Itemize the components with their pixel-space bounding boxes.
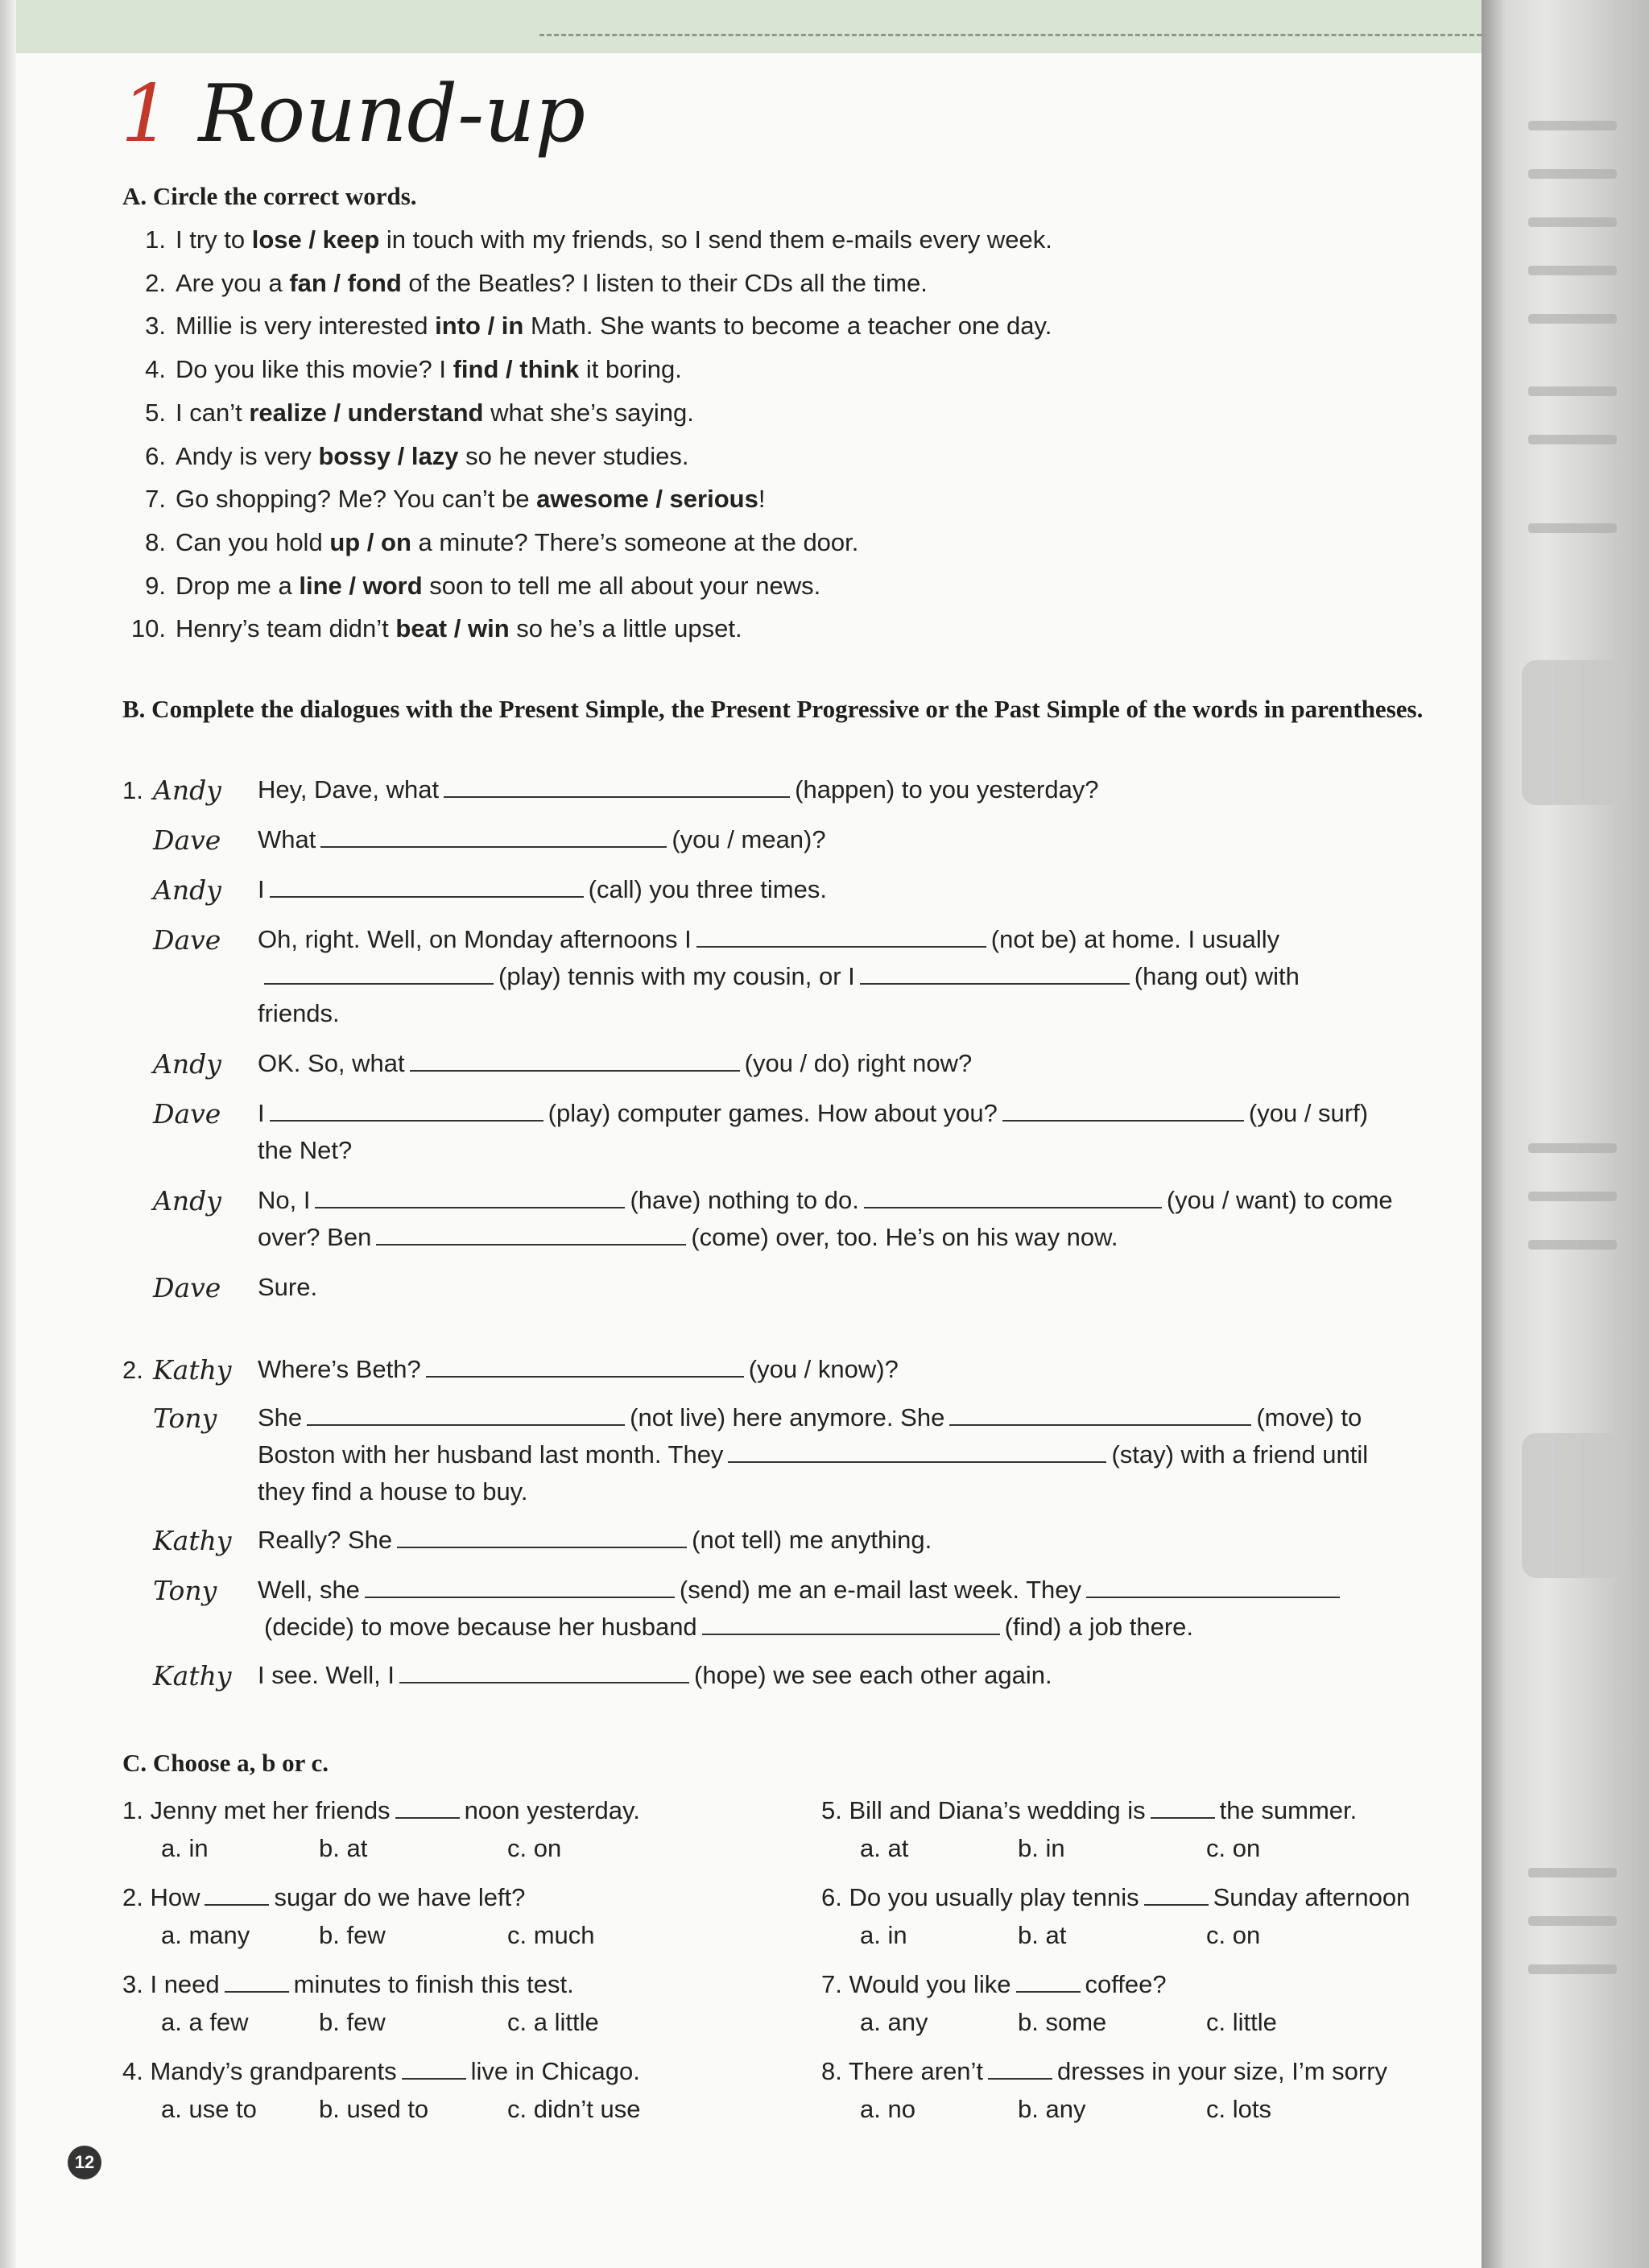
answer-blank[interactable] xyxy=(860,959,1130,985)
option-c[interactable]: c. lots xyxy=(1206,2095,1271,2123)
page-number-badge: 12 xyxy=(68,2146,101,2179)
answer-blank[interactable] xyxy=(1002,1096,1244,1122)
option-b[interactable]: b. some xyxy=(1018,2008,1107,2036)
section-a-item xyxy=(122,439,689,474)
answer-blank[interactable] xyxy=(728,1437,1106,1463)
page-left-edge xyxy=(0,0,16,2268)
item-text: so he’s a little upset. xyxy=(509,614,742,643)
item-text: Are you a xyxy=(176,268,290,297)
dialogue-line: I see. Well, I (hope) we see each other again. xyxy=(258,1657,1052,1694)
speaker-kathy: Kathy xyxy=(153,1660,232,1692)
answer-blank[interactable] xyxy=(410,1046,740,1072)
speaker-andy: Andy xyxy=(153,1048,221,1080)
item-text: I can’t xyxy=(176,398,250,427)
word-choice[interactable]: realize / understand xyxy=(249,398,484,427)
answer-blank[interactable] xyxy=(402,2054,466,2080)
speaker-dave: Dave xyxy=(153,924,221,956)
section-a-item xyxy=(122,525,858,560)
dialogue-line: (decide) to move because her husband (find) a job there. xyxy=(258,1609,1193,1646)
section-a-item xyxy=(122,266,928,301)
speaker-tony: Tony xyxy=(153,1403,217,1434)
section-a-item xyxy=(122,611,742,647)
dialogue-line: I (play) computer games. How about you? (you / surf) xyxy=(258,1095,1368,1132)
answer-blank[interactable] xyxy=(864,1183,1162,1208)
speaker-kathy: Kathy xyxy=(153,1525,232,1556)
mc-question: 4. Mandy’s grandparents live in Chicago. xyxy=(122,2054,640,2089)
dialogue-line: She (not live) here anymore. She (move) to xyxy=(258,1399,1362,1436)
item-number: 3. xyxy=(145,312,166,341)
item-number: 8. xyxy=(145,527,166,556)
answer-blank[interactable] xyxy=(399,1658,689,1683)
item-text: Millie is very interested xyxy=(176,312,436,341)
option-a[interactable]: a. in xyxy=(860,1921,907,1949)
word-choice[interactable]: lose / keep xyxy=(251,225,380,254)
item-text: Math. She wants to become a teacher one day. xyxy=(523,312,1052,341)
dialogue-1-number: 1. xyxy=(122,776,143,804)
item-text: Drop me a xyxy=(176,571,300,600)
item-text: so he never studies. xyxy=(458,441,689,470)
word-choice[interactable]: into / in xyxy=(435,312,524,341)
dialogue-line: Boston with her husband last month. They (stay) with a friend until xyxy=(258,1436,1368,1473)
answer-blank[interactable] xyxy=(426,1352,744,1378)
item-text: it boring. xyxy=(579,355,682,384)
speaker-kathy: Kathy xyxy=(153,1354,232,1386)
option-c[interactable]: c. on xyxy=(1206,1834,1261,1862)
item-text: a minute? There’s someone at the door. xyxy=(411,527,859,556)
dialogue-line: OK. So, what (you / do) right now? xyxy=(258,1045,972,1082)
dialogue-2-number: 2. xyxy=(122,1356,143,1384)
option-c[interactable]: c. on xyxy=(507,1834,562,1862)
dialogue-line: the Net? xyxy=(258,1136,353,1164)
option-a[interactable]: a. a few xyxy=(161,2008,249,2036)
speaker-andy: Andy xyxy=(153,1185,221,1217)
unit-number: 1 xyxy=(121,68,172,160)
section-a-item xyxy=(122,222,1052,258)
item-number: 7. xyxy=(145,485,166,514)
answer-blank[interactable] xyxy=(696,922,986,948)
answer-blank[interactable] xyxy=(1016,1967,1081,1993)
dialogue-line: (play) tennis with my cousin, or I (hang out) with xyxy=(258,958,1300,995)
dialogue-line: Well, she (send) me an e-mail last week. They xyxy=(258,1572,1345,1609)
option-b[interactable]: b. at xyxy=(1018,1921,1067,1949)
item-text: soon to tell me all about your news. xyxy=(422,571,821,600)
option-c[interactable]: c. didn’t use xyxy=(507,2095,641,2123)
option-c[interactable]: c. on xyxy=(1206,1921,1261,1949)
option-c[interactable]: c. a little xyxy=(507,2008,599,2036)
dialogue-line: No, I (have) nothing to do. (you / want) to come xyxy=(258,1182,1393,1219)
dialogue-line: they find a house to buy. xyxy=(258,1477,528,1506)
answer-blank[interactable] xyxy=(365,1572,675,1598)
option-a[interactable]: a. no xyxy=(860,2095,915,2123)
item-text: Do you like this movie? I xyxy=(176,355,453,384)
answer-blank[interactable] xyxy=(270,872,584,898)
item-text: Henry’s team didn’t xyxy=(176,614,396,643)
dialogue-line: Sure. xyxy=(258,1273,318,1301)
item-text: Can you hold xyxy=(176,527,330,556)
word-choice[interactable]: up / on xyxy=(329,527,411,556)
answer-blank[interactable] xyxy=(702,1609,1000,1635)
word-choice[interactable]: line / word xyxy=(299,571,423,600)
option-a[interactable]: a. at xyxy=(860,1834,909,1862)
word-choice[interactable]: bossy / lazy xyxy=(318,441,459,470)
item-text: of the Beatles? I listen to their CDs all the time. xyxy=(401,268,928,297)
mc-question: 2. How sugar do we have left? xyxy=(122,1880,525,1915)
top-decorative-band xyxy=(16,0,1482,53)
section-a-item xyxy=(122,395,694,431)
speaker-dave: Dave xyxy=(153,1098,221,1130)
answer-blank[interactable] xyxy=(264,959,494,985)
dialogue-line: What (you / mean)? xyxy=(258,821,826,858)
option-b[interactable]: b. in xyxy=(1018,1834,1065,1862)
section-a-item xyxy=(122,308,1052,344)
speaker-andy: Andy xyxy=(153,874,221,906)
mc-question: 6. Do you usually play tennis Sunday afternoon xyxy=(821,1880,1410,1915)
item-number: 2. xyxy=(145,268,166,297)
option-b[interactable]: b. few xyxy=(319,2008,386,2036)
item-text: ! xyxy=(758,485,766,514)
item-text: what she’s saying. xyxy=(483,398,694,427)
speaker-dave: Dave xyxy=(153,1272,221,1303)
option-a[interactable]: a. any xyxy=(860,2008,928,2036)
option-a[interactable]: a. many xyxy=(161,1921,250,1949)
word-choice[interactable]: awesome / serious xyxy=(536,485,758,514)
item-text: I try to xyxy=(176,225,252,254)
speaker-tony: Tony xyxy=(153,1575,217,1606)
item-number: 10. xyxy=(130,614,166,643)
word-choice[interactable]: beat / win xyxy=(395,614,510,643)
answer-blank[interactable] xyxy=(1144,1880,1209,1906)
option-b[interactable]: b. used to xyxy=(319,2095,429,2123)
option-b[interactable]: b. any xyxy=(1018,2095,1086,2123)
option-c[interactable]: c. little xyxy=(1206,2008,1277,2036)
section-c-heading: C. Choose a, b or c. xyxy=(122,1749,329,1777)
answer-blank[interactable] xyxy=(397,1522,687,1548)
answer-blank[interactable] xyxy=(320,822,667,848)
dialogue-line: I (call) you three times. xyxy=(258,871,827,908)
mc-question: 7. Would you like coffee? xyxy=(821,1967,1167,2002)
answer-blank[interactable] xyxy=(1151,1793,1215,1819)
section-a-item xyxy=(122,568,820,604)
title-text: Round-up xyxy=(198,68,586,160)
option-a[interactable]: a. in xyxy=(161,1834,209,1862)
item-number: 1. xyxy=(145,225,166,254)
dialogue-line: Oh, right. Well, on Monday afternoons I (not be) at home. I usually xyxy=(258,921,1279,958)
answer-blank[interactable] xyxy=(444,772,790,798)
speaker-andy: Andy xyxy=(153,775,221,806)
answer-blank[interactable] xyxy=(307,1400,625,1426)
item-text: in touch with my friends, so I send them e-mails every week. xyxy=(379,225,1052,254)
section-a-heading: A. Circle the correct words. xyxy=(122,182,417,210)
answer-blank[interactable] xyxy=(395,1793,460,1819)
answer-blank[interactable] xyxy=(315,1183,625,1208)
item-text: Go shopping? Me? You can’t be xyxy=(176,485,537,514)
item-number: 5. xyxy=(145,398,166,427)
item-number: 9. xyxy=(145,571,166,600)
mc-question: 3. I need minutes to finish this test. xyxy=(122,1967,574,2002)
answer-blank[interactable] xyxy=(270,1096,543,1122)
option-c[interactable]: c. much xyxy=(507,1921,595,1949)
mc-question: 8. There aren’t dresses in your size, I’m sorry xyxy=(821,2054,1387,2089)
item-number: 6. xyxy=(145,441,166,470)
dialogue-line: over? Ben (come) over, too. He’s on his way now. xyxy=(258,1219,1118,1256)
answer-blank[interactable] xyxy=(988,2054,1052,2080)
book-spine-next-page xyxy=(1482,0,1649,2268)
dialogue-line: friends. xyxy=(258,999,340,1027)
item-text: Andy is very xyxy=(176,441,319,470)
dialogue-line: Hey, Dave, what (happen) to you yesterday? xyxy=(258,771,1099,808)
dialogue-line: Where’s Beth? (you / know)? xyxy=(258,1351,899,1388)
mc-question: 1. Jenny met her friends noon yesterday. xyxy=(122,1793,640,1828)
page-title xyxy=(121,66,585,163)
option-b[interactable]: b. few xyxy=(319,1921,386,1949)
answer-blank[interactable] xyxy=(225,1967,289,1993)
answer-blank[interactable] xyxy=(376,1220,686,1246)
dialogue-line: Really? She (not tell) me anything. xyxy=(258,1522,932,1559)
item-number: 4. xyxy=(145,355,166,384)
answer-blank[interactable] xyxy=(1086,1572,1340,1598)
word-choice[interactable]: fan / fond xyxy=(289,268,402,297)
word-choice[interactable]: find / think xyxy=(453,355,580,384)
speaker-dave: Dave xyxy=(153,824,221,856)
option-a[interactable]: a. use to xyxy=(161,2095,257,2123)
answer-blank[interactable] xyxy=(205,1880,269,1906)
section-b-heading: B. Complete the dialogues with the Present Simple, the Present Progressive or the Past Simple of the words in parentheses. xyxy=(122,695,1424,723)
section-a-item xyxy=(122,481,765,517)
answer-blank[interactable] xyxy=(949,1400,1251,1426)
section-a-item xyxy=(122,352,682,387)
mc-question: 5. Bill and Diana’s wedding is the summer. xyxy=(821,1793,1357,1828)
option-b[interactable]: b. at xyxy=(319,1834,368,1862)
